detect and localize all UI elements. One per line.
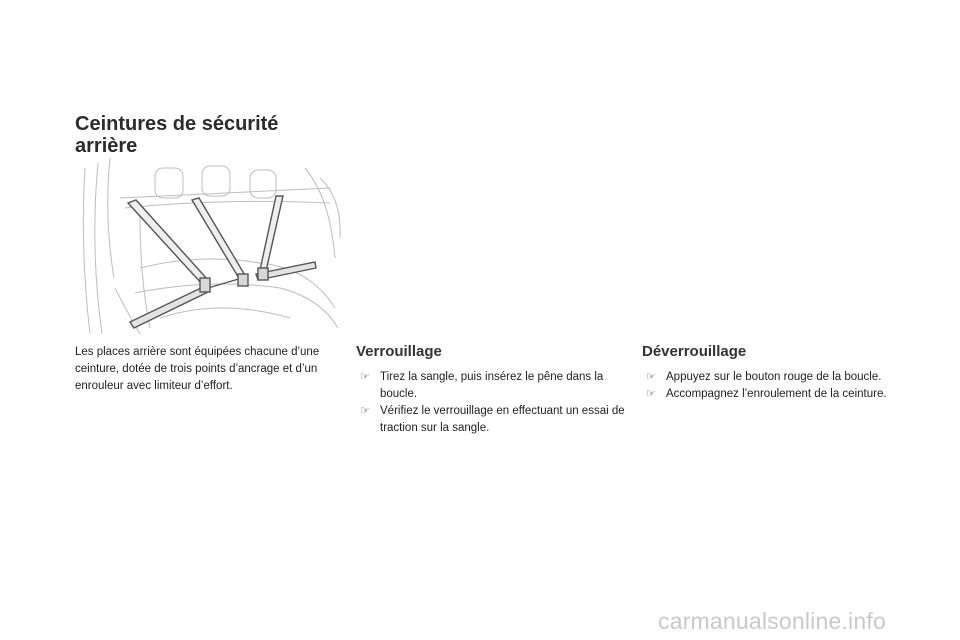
intro-text: Les places arrière sont équipées chacune d’une ceinture, dotée de trois points d’ancrage et d’un enrouleur avec limiteur d’effort. <box>75 346 320 392</box>
rear-seat-belts-illustration <box>80 158 342 334</box>
page-title <box>75 113 375 157</box>
watermark: carmanualsonline.info <box>658 608 886 634</box>
list-item-text: Vérifiez le verrouillage en effectuant un essai de traction sur la sangle. <box>380 405 625 434</box>
page-title-line1: Ceintures de sécurité <box>75 113 279 135</box>
deverrouillage-section <box>642 343 942 403</box>
verrouillage-heading: Verrouillage <box>356 343 442 360</box>
pointing-hand-icon: ☞ <box>360 371 370 383</box>
pointing-hand-icon: ☞ <box>646 371 656 383</box>
list-item-text: Accompagnez l’enroulement de la ceinture. <box>666 388 887 400</box>
verrouillage-list <box>356 369 636 437</box>
list-item-text: Tirez la sangle, puis insérez le pêne dans la boucle. <box>380 371 604 400</box>
list-item <box>642 386 942 403</box>
deverrouillage-heading: Déverrouillage <box>642 343 747 360</box>
verrouillage-section <box>356 343 636 437</box>
pointing-hand-icon: ☞ <box>360 405 370 417</box>
list-item <box>356 369 636 403</box>
pointing-hand-icon: ☞ <box>646 388 656 400</box>
page-title-line2: arrière <box>75 135 138 157</box>
list-item <box>356 403 636 437</box>
deverrouillage-list <box>642 369 942 403</box>
list-item <box>642 369 942 386</box>
list-item-text: Appuyez sur le bouton rouge de la boucle. <box>666 371 882 383</box>
